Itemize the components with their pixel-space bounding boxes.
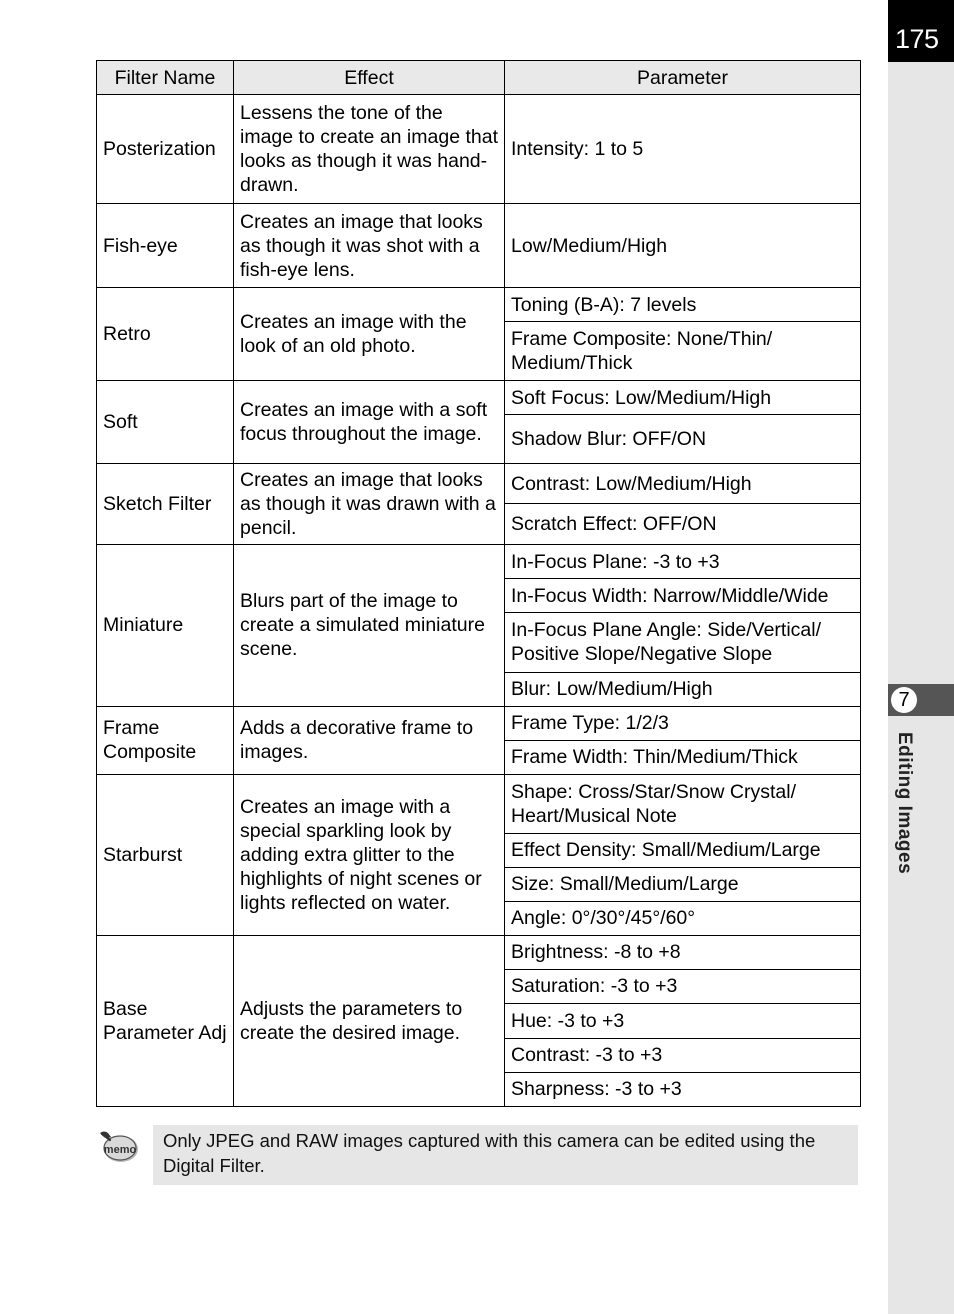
table-row (97, 706, 861, 740)
filter-effect: Creates an image that looks as though it was shot with a fish-eye lens. (234, 204, 505, 288)
filter-name: Miniature (97, 545, 234, 706)
svg-text:memo: memo (103, 1144, 137, 1156)
filter-parameter: Frame Width: Thin/Medium/Thick (505, 740, 861, 774)
filter-name: Starburst (97, 774, 234, 935)
filter-effect: Creates an image with the look of an old photo. (234, 288, 505, 381)
filter-parameter: In-Focus Plane: -3 to +3 (505, 545, 861, 579)
header-filter-name: Filter Name (97, 61, 234, 95)
chapter-title: Editing Images (894, 732, 915, 875)
filter-effect: Blurs part of the image to create a simulated miniature scene. (234, 545, 505, 706)
filter-parameter: Shape: Cross/Star/Snow Crystal/ Heart/Musical Note (505, 774, 861, 833)
table-row (97, 935, 861, 969)
table-row (97, 288, 861, 322)
memo-text: Only JPEG and RAW images captured with this camera can be edited using the Digital Filter. (163, 1130, 816, 1176)
memo-icon (98, 1128, 140, 1166)
table-row (97, 95, 861, 204)
filter-parameter: In-Focus Width: Narrow/Middle/Wide (505, 579, 861, 613)
filter-parameter: In-Focus Plane Angle: Side/Vertical/ Positive Slope/Negative Slope (505, 613, 861, 672)
header-parameter: Parameter (505, 61, 861, 95)
side-strip (888, 0, 954, 1314)
filter-effect: Adjusts the parameters to create the desired image. (234, 935, 505, 1106)
filter-name: Retro (97, 288, 234, 381)
filter-name: Fish-eye (97, 204, 234, 288)
filter-name: Sketch Filter (97, 464, 234, 545)
filter-parameter: Hue: -3 to +3 (505, 1003, 861, 1038)
filter-parameter: Blur: Low/Medium/High (505, 672, 861, 706)
filter-effect: Creates an image with a soft focus throughout the image. (234, 381, 505, 464)
chapter-number: 7 (891, 687, 917, 713)
filter-parameter: Shadow Blur: OFF/ON (505, 415, 861, 464)
table-row (97, 774, 861, 833)
filter-parameter: Brightness: -8 to +8 (505, 935, 861, 969)
filter-parameter: Saturation: -3 to +3 (505, 969, 861, 1003)
table-row (97, 381, 861, 415)
filter-parameter: Frame Composite: None/Thin/ Medium/Thick (505, 322, 861, 381)
filter-parameter: Toning (B-A): 7 levels (505, 288, 861, 322)
table-row (97, 545, 861, 579)
filter-parameter: Contrast: Low/Medium/High (505, 464, 861, 504)
filter-parameter: Soft Focus: Low/Medium/High (505, 381, 861, 415)
filter-parameter: Scratch Effect: OFF/ON (505, 504, 861, 545)
filter-effect: Creates an image with a special sparkling look by adding extra glitter to the highlights of night scenes or lights reflected on water. (234, 774, 505, 935)
filter-name: Soft (97, 381, 234, 464)
header-effect: Effect (234, 61, 505, 95)
filter-parameter: Angle: 0°/30°/45°/60° (505, 901, 861, 935)
table-header-row (97, 61, 861, 95)
filter-effect: Adds a decorative frame to images. (234, 706, 505, 774)
filter-parameter: Contrast: -3 to +3 (505, 1038, 861, 1072)
digital-filter-table (96, 60, 861, 1107)
filter-parameter: Frame Type: 1/2/3 (505, 706, 861, 740)
filter-name: Frame Composite (97, 706, 234, 774)
filter-parameter: Intensity: 1 to 5 (505, 95, 861, 204)
filter-name: Base Parameter Adj (97, 935, 234, 1106)
filter-parameter: Low/Medium/High (505, 204, 861, 288)
filter-name: Posterization (97, 95, 234, 204)
table-row (97, 204, 861, 288)
filter-parameter: Size: Small/Medium/Large (505, 867, 861, 901)
filter-parameter: Effect Density: Small/Medium/Large (505, 833, 861, 867)
filter-effect: Creates an image that looks as though it was drawn with a pencil. (234, 464, 505, 545)
filter-effect: Lessens the tone of the image to create an image that looks as though it was hand-drawn. (234, 95, 505, 204)
page-number: 175 (895, 24, 939, 54)
filter-parameter: Sharpness: -3 to +3 (505, 1072, 861, 1106)
table-row (97, 464, 861, 504)
